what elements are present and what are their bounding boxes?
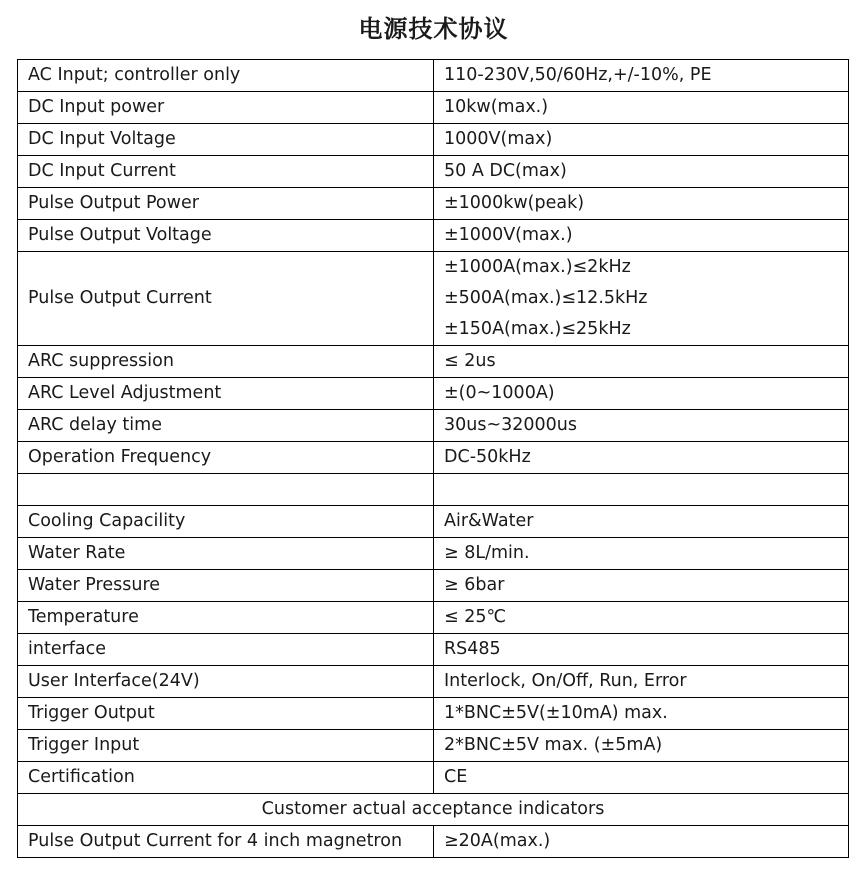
table-row [18, 826, 849, 858]
table-row [18, 188, 849, 220]
table-row [18, 570, 849, 602]
param-cell: User Interface(24V) [18, 666, 434, 698]
acceptance-header-row [18, 794, 849, 826]
param-cell [18, 474, 434, 506]
param-cell: Water Pressure [18, 570, 434, 602]
table-row [18, 538, 849, 570]
table-row-pulse-current [18, 252, 849, 346]
value-cell: ±(0~1000A) [434, 378, 849, 410]
param-cell: ARC delay time [18, 410, 434, 442]
param-cell: Temperature [18, 602, 434, 634]
value-cell: 1*BNC±5V(±10mA) max. [434, 698, 849, 730]
param-cell: DC Input Voltage [18, 124, 434, 156]
param-cell: AC Input; controller only [18, 60, 434, 92]
value-cell: ±1000V(max.) [434, 220, 849, 252]
pulse-current-line: ±1000A(max.)≤2kHz [444, 257, 631, 277]
param-cell: Trigger Input [18, 730, 434, 762]
value-cell: CE [434, 762, 849, 794]
table-row [18, 698, 849, 730]
param-cell: Pulse Output Voltage [18, 220, 434, 252]
value-cell: 110-230V,50/60Hz,+/-10%, PE [434, 60, 849, 92]
value-cell: ≥ 6bar [434, 570, 849, 602]
param-cell: Pulse Output Current for 4 inch magnetron [18, 826, 434, 858]
table-row [18, 730, 849, 762]
table-row [18, 156, 849, 188]
table-row [18, 410, 849, 442]
value-cell: 10kw(max.) [434, 92, 849, 124]
table-row [18, 506, 849, 538]
param-cell: Pulse Output Current [18, 252, 434, 346]
table-row [18, 666, 849, 698]
value-cell: ≥ 8L/min. [434, 538, 849, 570]
value-cell: 30us~32000us [434, 410, 849, 442]
table-row [18, 60, 849, 92]
param-cell: Trigger Output [18, 698, 434, 730]
value-cell: 1000V(max) [434, 124, 849, 156]
value-cell: ±1000kw(peak) [434, 188, 849, 220]
value-cell: RS485 [434, 634, 849, 666]
table-row [18, 124, 849, 156]
table-row [18, 602, 849, 634]
table-row [18, 762, 849, 794]
param-cell: Cooling Capacility [18, 506, 434, 538]
acceptance-header: Customer actual acceptance indicators [18, 794, 849, 826]
table-row [18, 220, 849, 252]
param-cell: Water Rate [18, 538, 434, 570]
value-cell: DC-50kHz [434, 442, 849, 474]
value-cell: 2*BNC±5V max. (±5mA) [434, 730, 849, 762]
value-cell-multiline [434, 252, 849, 346]
table-row [18, 442, 849, 474]
table-row [18, 634, 849, 666]
table-row [18, 92, 849, 124]
param-cell: interface [18, 634, 434, 666]
param-cell: ARC Level Adjustment [18, 378, 434, 410]
value-cell: ≤ 25℃ [434, 602, 849, 634]
value-cell: Air&Water [434, 506, 849, 538]
table-row [18, 346, 849, 378]
param-cell: ARC suppression [18, 346, 434, 378]
param-cell: Operation Frequency [18, 442, 434, 474]
value-cell: Interlock, On/Off, Run, Error [434, 666, 849, 698]
pulse-current-line: ±500A(max.)≤12.5kHz [444, 288, 648, 308]
spec-table [17, 59, 849, 858]
param-cell: DC Input power [18, 92, 434, 124]
table-row [18, 378, 849, 410]
value-cell [434, 474, 849, 506]
value-cell: 50 A DC(max) [434, 156, 849, 188]
document-title: 电源技术协议 [358, 15, 509, 43]
pulse-current-line: ±150A(max.)≤25kHz [444, 319, 631, 339]
value-cell: ≤ 2us [434, 346, 849, 378]
param-cell: DC Input Current [18, 156, 434, 188]
param-cell: Certification [18, 762, 434, 794]
value-cell: ≥20A(max.) [434, 826, 849, 858]
param-cell: Pulse Output Power [18, 188, 434, 220]
table-row-empty [18, 474, 849, 506]
